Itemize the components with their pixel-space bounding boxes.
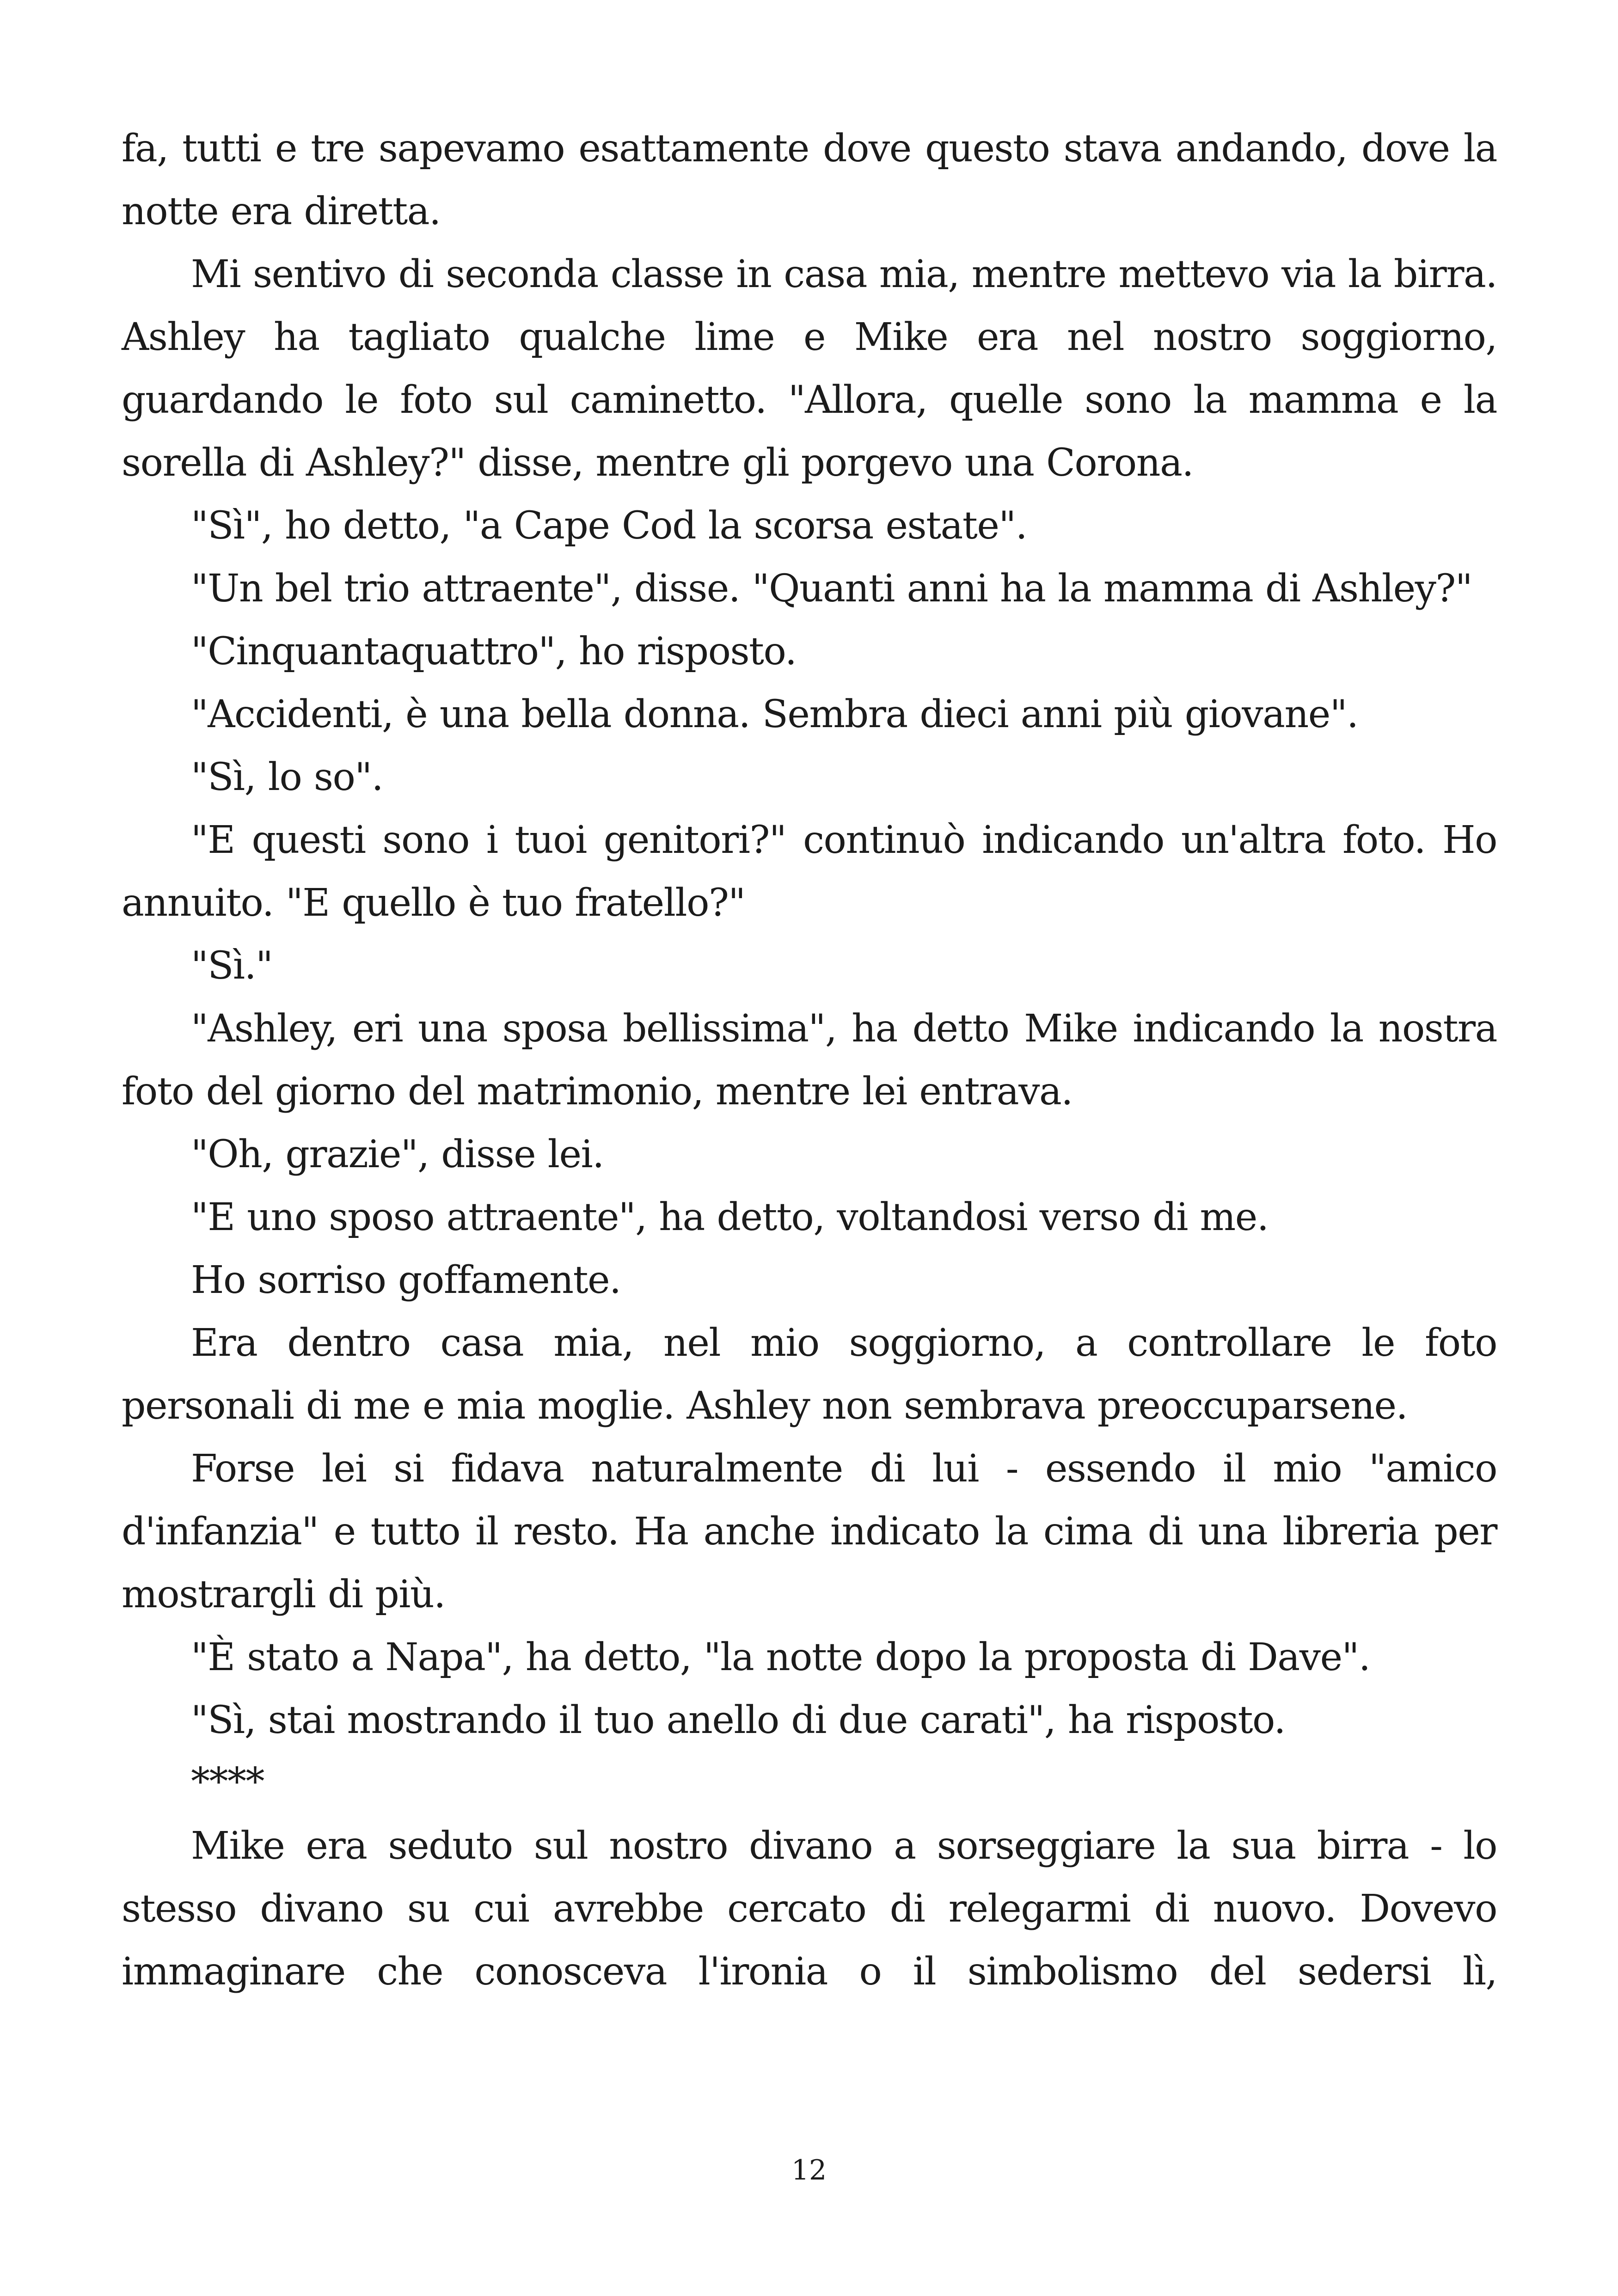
- paragraph: "Sì.": [191, 944, 273, 988]
- page-number: 12: [791, 2154, 827, 2186]
- paragraph: "Accidenti, è una bella donna. Sembra dieci anni più giovane".: [191, 692, 1358, 736]
- paragraph: "Sì, stai mostrando il tuo anello di due carati", ha risposto.: [191, 1698, 1286, 1742]
- body-text: [122, 117, 1497, 2003]
- paragraph: "Ashley, eri una sposa bellissima", ha detto Mike indicando la nostra foto del giorno del matrimonio, mentre lei entrava.: [122, 1007, 1497, 1114]
- paragraph: "Cinquantaquattro", ho risposto.: [191, 630, 797, 673]
- paragraph: "Sì", ho detto, "a Cape Cod la scorsa estate".: [191, 504, 1027, 548]
- paragraph: Ho sorriso goffamente.: [191, 1258, 621, 1302]
- scene-break: ****: [191, 1760, 264, 1804]
- paragraph: "È stato a Napa", ha detto, "la notte dopo la proposta di Dave".: [191, 1635, 1370, 1679]
- paragraph-continuation: fa, tutti e tre sapevamo esattamente dove questo stava andando, dove la notte era diretta.: [122, 127, 1497, 233]
- paragraph: Era dentro casa mia, nel mio soggiorno, a controllare le foto personali di me e mia moglie. Ashley non sembrava preoccuparsene.: [122, 1321, 1497, 1428]
- paragraph-continues: Mike era seduto sul nostro divano a sorseggiare la sua birra - lo stesso divano su cui avrebbe cercato di relegarmi di nuovo. Dovevo immaginare che conosceva l'ironia o il simbolismo del sedersi lì,: [122, 1824, 1497, 1994]
- paragraph: "Oh, grazie", disse lei.: [191, 1133, 604, 1176]
- paragraph: "E uno sposo attraente", ha detto, voltandosi verso di me.: [191, 1195, 1269, 1239]
- paragraph: Forse lei si fidava naturalmente di lui - essendo il mio "amico d'infanzia" e tutto il resto. Ha anche indicato la cima di una libreria per mostrargli di più.: [122, 1447, 1497, 1616]
- paragraph: "E questi sono i tuoi genitori?" continuò indicando un'altra foto. Ho annuito. "E quello è tuo fratello?": [122, 818, 1497, 925]
- paragraph: Mi sentivo di seconda classe in casa mia, mentre mettevo via la birra. Ashley ha tagliato qualche lime e Mike era nel nostro soggiorno, guardando le foto sul caminetto. "Allora, quelle sono la mamma e la sorella di Ashley?" disse, mentre gli porgevo una Corona.: [122, 252, 1497, 485]
- paragraph: "Un bel trio attraente", disse. "Quanti anni ha la mamma di Ashley?": [191, 567, 1472, 611]
- paragraph: "Sì, lo so".: [191, 755, 383, 799]
